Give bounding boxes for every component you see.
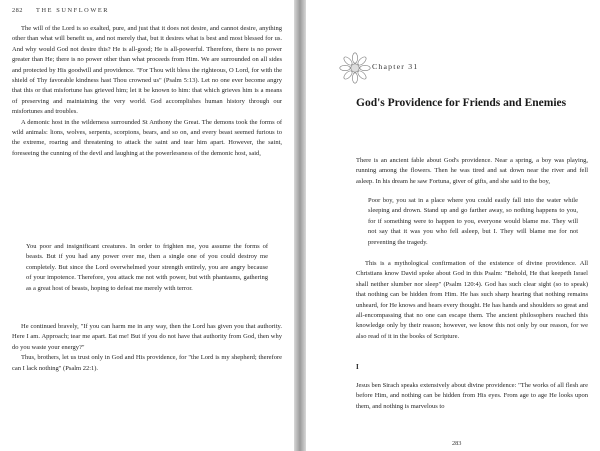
paragraph: Thus, brothers, let us trust only in God and His providence, for "the Lord is my shepherd; therefore can I lack nothing" (Psalm 22:1). — [12, 354, 282, 372]
paragraph: A demonic host in the wilderness surrounded St Anthony the Great. The demons took the forms of wild animals: lions, wolves, serpents, scorpions, bears, and so on, and every beast seemed furious to the extreme, roaring and threatening to attack the saint and tear him apart. However, the saint, foreseeing the cunning of the devil and laughing at the powerlessness of the demonic host, said, — [12, 118, 282, 157]
paragraph: There is an ancient fable about God's providence. Near a spring, a boy was playing, running among the flowers. Then he was tired and sat down near the river and fell asleep. In his dream he saw Fortuna, giver of gifts, and she said to the boy, — [356, 157, 588, 185]
right-body-lower — [356, 381, 588, 412]
left-page — [0, 0, 294, 451]
paragraph: Jesus ben Sirach speaks extensively about divine providence: "The works of all flesh are before Him, and nothing can be hidden from His eyes. From age to age He looks upon them, and nothing is marvelous to — [356, 382, 588, 410]
running-head — [12, 7, 109, 14]
right-body-middle — [356, 259, 588, 342]
paragraph: He continued bravely, "If you can harm me in any way, then the Lord has given you that authority. Here I am. Approach; tear me apart. Eat me! But if you do not have that authority from God, then why do you waste your energy?" — [12, 323, 282, 351]
paragraph: This is a mythological confirmation of the existence of divine providence. All Christians know David spoke about God in this Psalm: "Behold, He that keepeth Israel shall neither slumber nor sleep" (Psalm 120:4). God has such clear sight (so to speak) that nothing can be hidden from Him. He has such sharp hearing that nothing remains unheard, for He knows and hears every thought. He has hands and shoulders so great and all-encompassing that no one can escape them. The ancient philosophers reached this knowledge only by their reason; however, we know this not only by our reason, for we also read of it in the books of Scripture. — [356, 260, 588, 340]
section-number: I — [356, 363, 359, 371]
page-number-right: 283 — [452, 440, 462, 447]
page-number-left: 282 — [12, 7, 23, 14]
sunflower-ornament-icon — [339, 52, 371, 84]
block-quote — [26, 242, 268, 294]
left-body-lower — [12, 322, 282, 374]
block-quote — [368, 196, 578, 248]
quote-text: You poor and insignificant creatures. In order to frighten me, you assume the forms of beasts. But if you had any power over me, then a single one of you could destroy me completely. But since the Lord overwhelmed your strength entirely, you are angry because of your impotence. Therefore, you attack me not with power, but with phantasms, gathering as a great host of beasts, hoping to defeat me merely with terror. — [26, 243, 268, 292]
paragraph: The will of the Lord is so exalted, pure, and just that it does not desire, and cannot desire, anything other than what will benefit us, and not merely that, but it desires what is best and most blessed for us. And why would God not desire this? He is all-good; He is all-powerful. Therefore, there is no power greater than He; there is no power other than what proceeds from Him. We are surrounded on all sides and protected by His goodwill and providence. "For Thou wilt bless the righteous, O Lord, for with the shield of Thy favorable kindness hast Thou crowned us" (Psalm 5:13). Let no one ever become angry that this or that misfortune has grieved him; let it be known to him: that which grieves him is a means of preserving and maintaining the very world. God accomplishes human history through our misfortunes and troubles. — [12, 25, 282, 116]
chapter-label: Chapter 31 — [372, 62, 419, 71]
book-gutter — [294, 0, 306, 451]
quote-text: Poor boy, you sat in a place where you could easily fall into the water while sleeping and drown. Stand up and go farther away, so nothing happens to you, for if something were to happen to you, everyone would blame me. They will not say that it was you who fell asleep, but I. They will blame me for not preventing the tragedy. — [368, 197, 578, 246]
left-body-upper — [12, 24, 282, 159]
book-title: THE SUNFLOWER — [36, 7, 110, 14]
right-body-upper — [356, 156, 588, 187]
right-page — [306, 0, 600, 451]
chapter-title: God's Providence for Friends and Enemies — [356, 97, 567, 109]
